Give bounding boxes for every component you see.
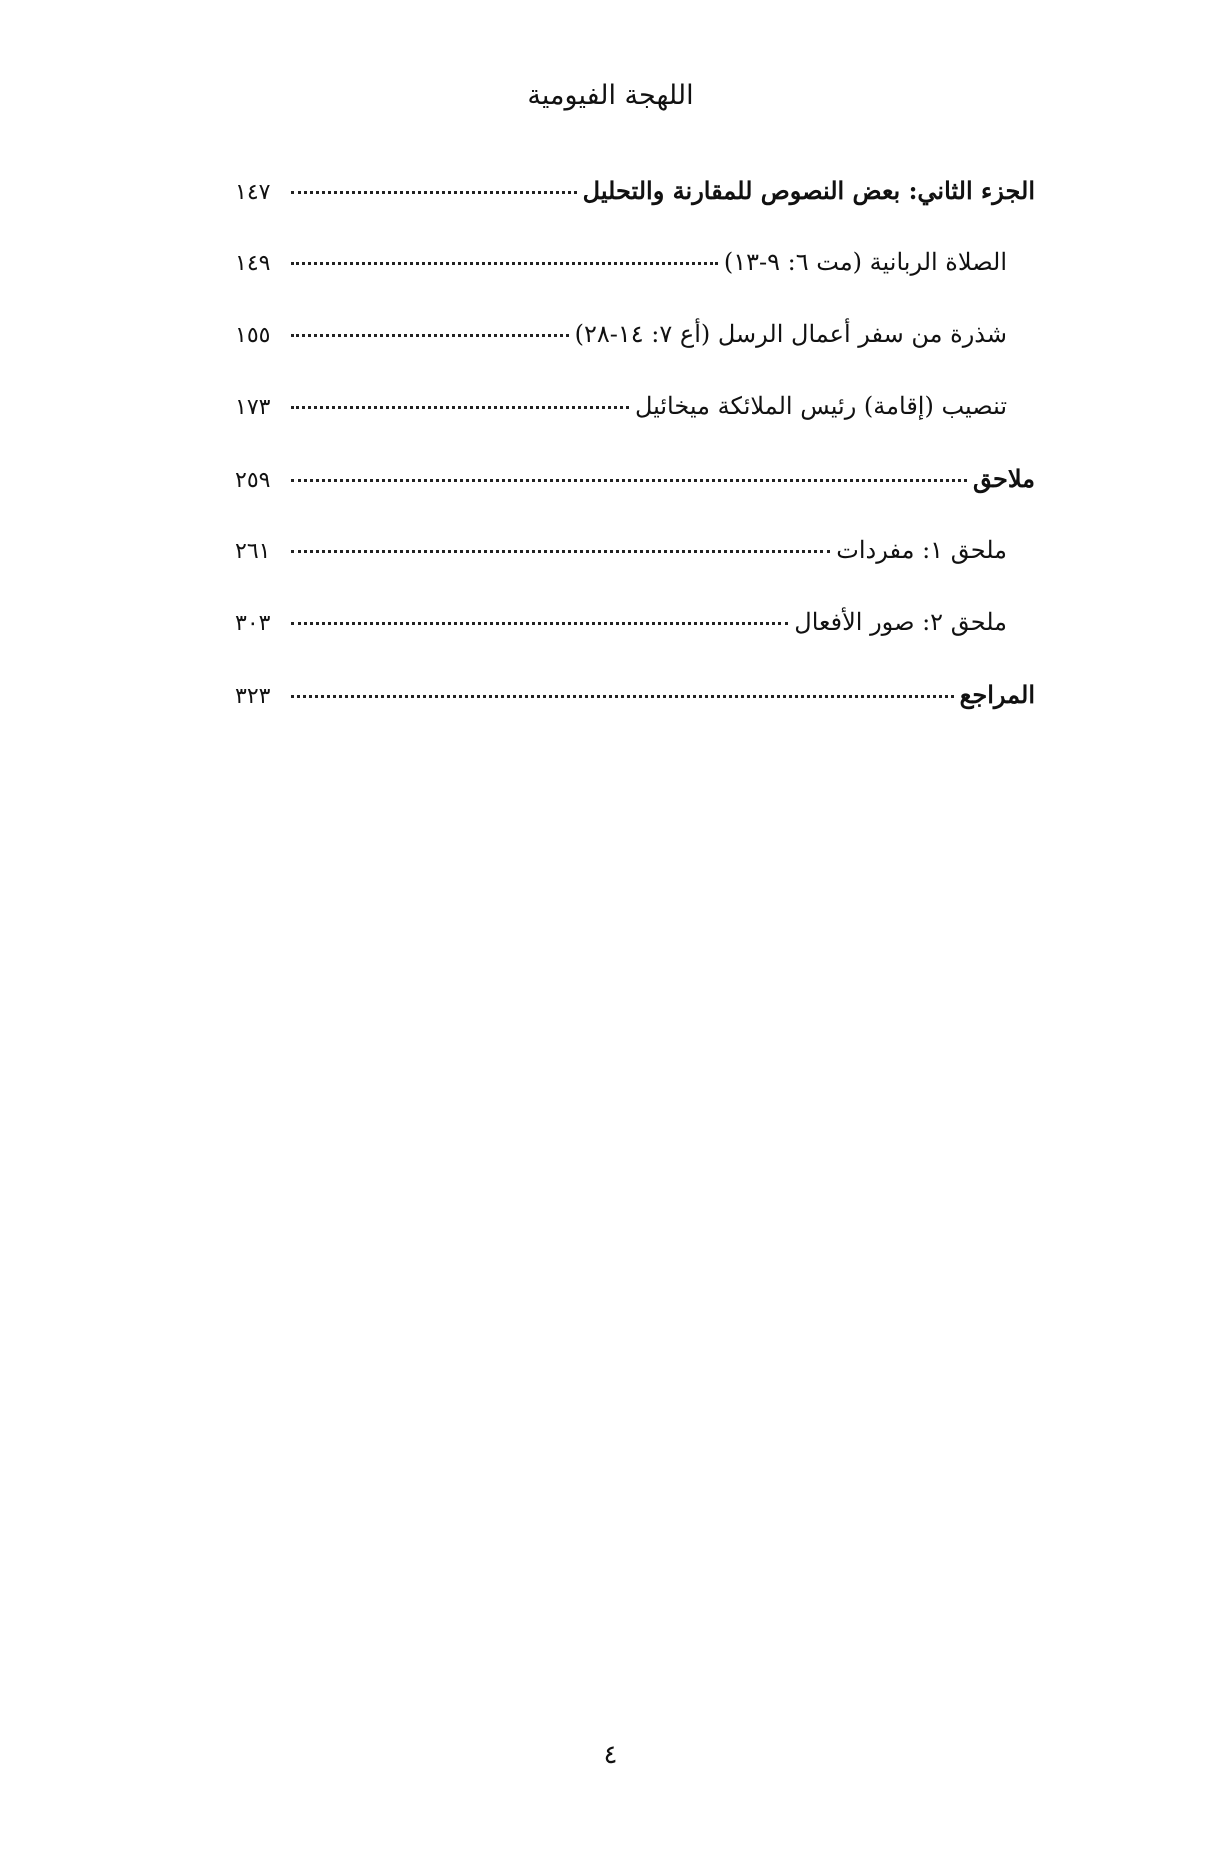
toc-entry-title: الجزء الثاني: بعض النصوص للمقارنة والتحليل bbox=[582, 176, 1035, 205]
toc-entry bbox=[235, 176, 1035, 248]
toc-entry-title: ملحق ٢: صور الأفعال bbox=[794, 608, 1007, 636]
dot-leader bbox=[291, 479, 967, 482]
toc-entry-page: ٢٥٩ bbox=[235, 468, 271, 493]
toc-entry bbox=[235, 536, 1035, 608]
toc-entry bbox=[235, 680, 1035, 752]
dot-leader bbox=[291, 622, 788, 625]
toc-entry-page: ١٤٩ bbox=[235, 251, 271, 276]
toc-entry bbox=[235, 392, 1035, 464]
toc-entry bbox=[235, 608, 1035, 680]
toc-entry-page: ١٤٧ bbox=[235, 180, 271, 205]
toc-entry-page: ٣٢٣ bbox=[235, 684, 271, 709]
dot-leader bbox=[291, 550, 830, 553]
dot-leader bbox=[291, 191, 577, 194]
toc-entry bbox=[235, 248, 1035, 320]
page-number: ٤ bbox=[603, 1740, 618, 1770]
toc-entry bbox=[235, 320, 1035, 392]
toc-entry-title: شذرة من سفر أعمال الرسل (أع ٧: ١٤-٢٨) bbox=[574, 320, 1007, 348]
toc-entry-title: ملاحق bbox=[972, 464, 1035, 493]
dot-leader bbox=[291, 334, 569, 337]
dot-leader bbox=[291, 695, 954, 698]
toc-entry-page: ٣٠٣ bbox=[235, 611, 271, 636]
toc-entry bbox=[235, 464, 1035, 536]
toc-entry-title: المراجع bbox=[959, 680, 1035, 709]
toc-entry-page: ١٥٥ bbox=[235, 323, 271, 348]
toc-entry-title: تنصيب (إقامة) رئيس الملائكة ميخائيل bbox=[634, 392, 1007, 420]
table-of-contents bbox=[235, 176, 1035, 752]
toc-entry-title: الصلاة الربانية (مت ٦: ٩-١٣) bbox=[723, 248, 1007, 276]
running-head: اللهجة الفيومية bbox=[527, 80, 694, 111]
toc-entry-title: ملحق ١: مفردات bbox=[836, 536, 1007, 564]
toc-entry-page: ٢٦١ bbox=[235, 539, 271, 564]
dot-leader bbox=[291, 262, 718, 265]
toc-entry-page: ١٧٣ bbox=[235, 395, 271, 420]
dot-leader bbox=[291, 406, 629, 409]
